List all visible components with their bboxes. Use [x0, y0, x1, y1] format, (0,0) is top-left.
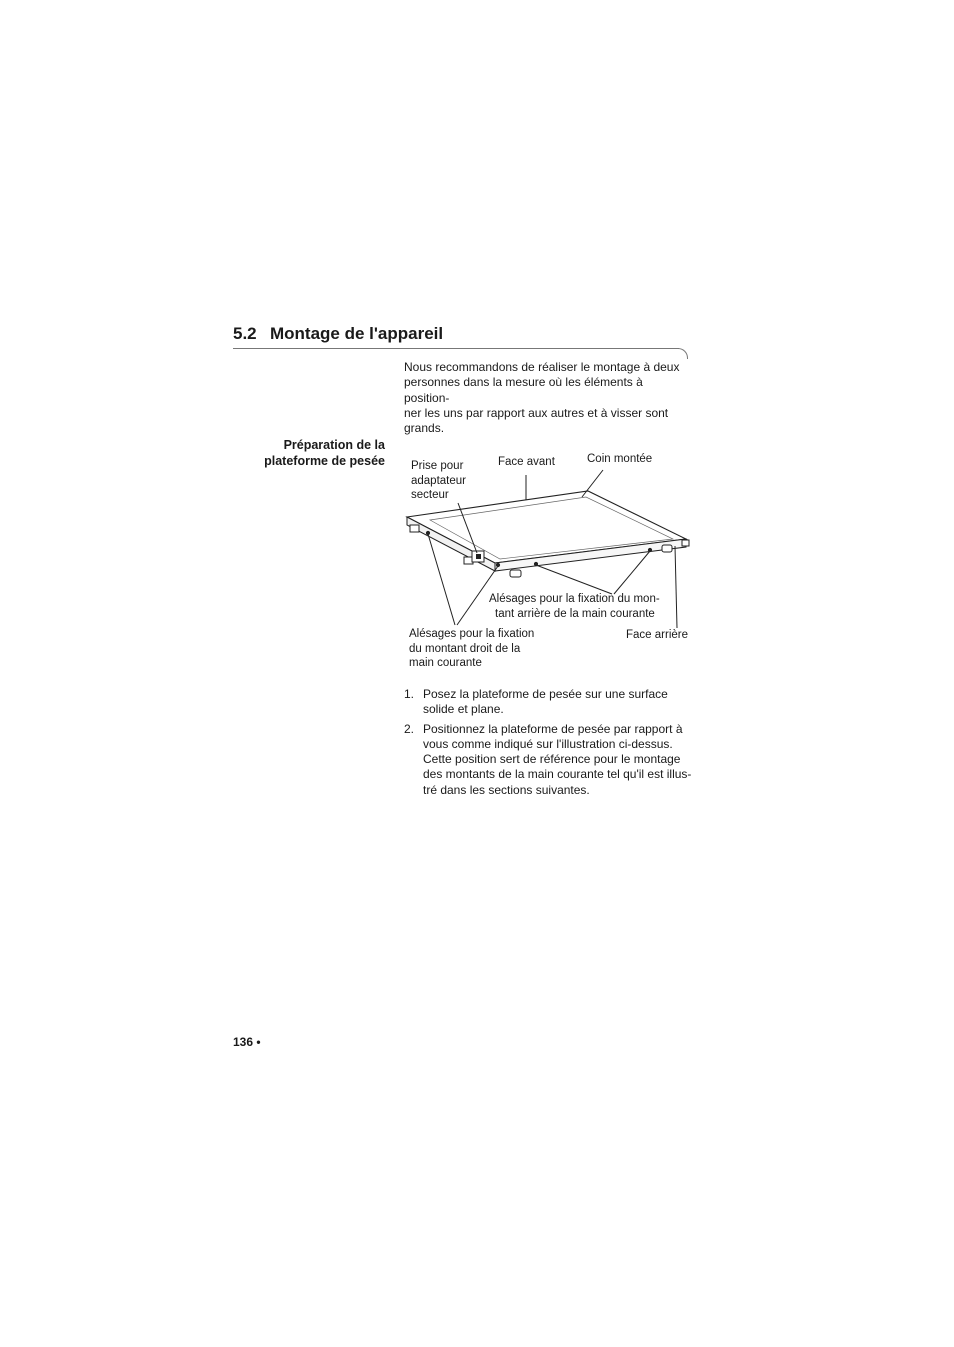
label-right-holes	[409, 627, 534, 671]
label-rear: Face arrière	[626, 629, 688, 641]
step-number: 1.	[404, 687, 415, 701]
foot	[662, 545, 672, 552]
side-heading-line: plateforme de pesée	[264, 453, 385, 468]
label-line: adaptateur	[411, 474, 466, 487]
step-line: solide et plane.	[423, 702, 504, 717]
step-item	[404, 687, 694, 718]
side-heading-line: Préparation de la	[283, 438, 385, 452]
label-line: main courante	[409, 657, 482, 670]
label-line: secteur	[411, 489, 449, 502]
label-front: Face avant	[498, 456, 555, 468]
label-line: tant arrière de la main courante	[495, 607, 655, 620]
step-number: 2.	[404, 721, 415, 736]
page-number: 136 •	[233, 1035, 261, 1049]
step-line: Posez la plateforme de pesée sur une surface	[423, 687, 668, 701]
section-number: 5.2	[233, 324, 257, 343]
step-text	[423, 722, 694, 798]
steps-list	[404, 687, 694, 802]
leader-rear-holes	[614, 551, 650, 594]
foot	[410, 525, 419, 532]
section-title-text: Montage de l'appareil	[270, 324, 444, 343]
step-line: tré dans les sections suivantes.	[423, 782, 590, 797]
foot	[682, 540, 689, 546]
intro-line: grands.	[404, 421, 445, 436]
leader-rear-holes	[536, 565, 612, 594]
adapter-socket-inner	[476, 554, 481, 559]
step-line: vous comme indiqué sur l'illustration ci-dessus.	[423, 736, 673, 751]
label-rear-holes	[489, 592, 660, 621]
step-item	[404, 722, 694, 798]
label-line: Alésages pour la fixation	[409, 628, 535, 640]
label-line: Alésages pour la fixation du mon-	[489, 593, 660, 605]
label-adapter	[411, 459, 466, 503]
intro-line: ner les uns par rapport aux autres et à visser sont	[404, 405, 669, 420]
label-line: du montant droit de la	[409, 642, 521, 655]
step-line: Cette position sert de référence pour le montage	[423, 752, 681, 767]
foot	[510, 570, 521, 577]
intro-line: Nous recommandons de réaliser le montage à deux	[404, 360, 680, 374]
leader-rear	[675, 546, 677, 628]
label-corner: Coin montée	[587, 453, 653, 465]
step-line: des montants de la main courante tel qu'il est illus-	[423, 767, 692, 782]
step-text	[423, 687, 694, 718]
step-line: Positionnez la plateforme de pesée par rapport à	[423, 721, 683, 736]
label-line: Prise pour	[411, 460, 464, 472]
intro-line: personnes dans la mesure où les éléments à position-	[404, 375, 643, 405]
